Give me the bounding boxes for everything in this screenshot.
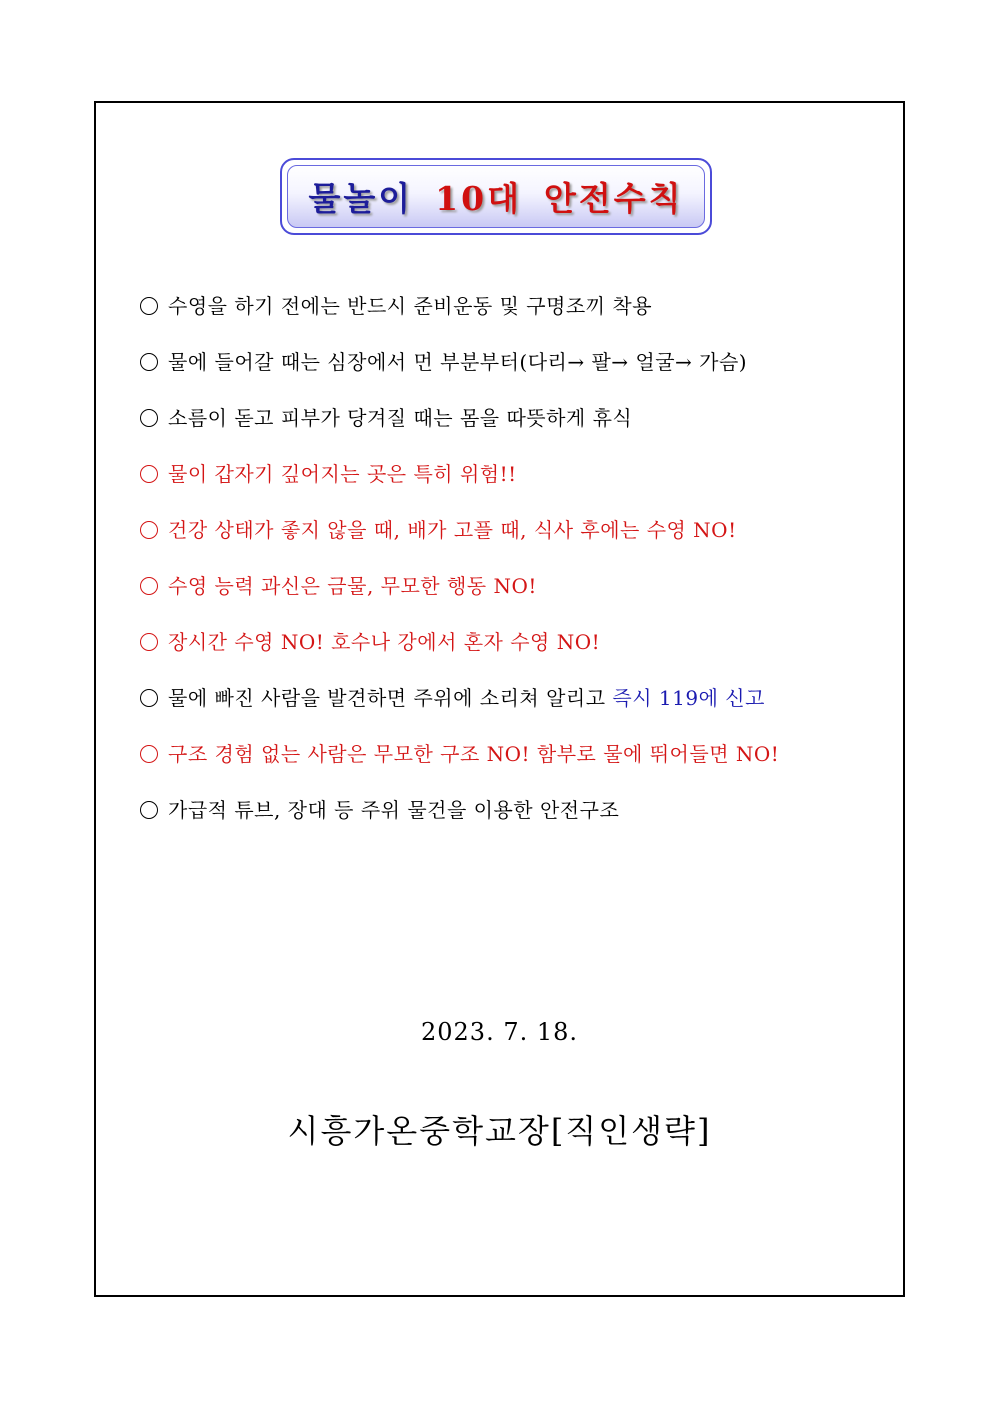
safety-rule-text: 가급적 튜브, 장대 등 주위 물건을 이용한 안전구조 — [168, 798, 620, 822]
circle-bullet-icon — [140, 465, 158, 483]
circle-bullet-icon — [140, 297, 158, 315]
safety-rule-8 — [138, 679, 878, 735]
title-box — [280, 158, 712, 235]
safety-rule-6 — [138, 567, 878, 623]
safety-rule-text: 수영을 하기 전에는 반드시 준비운동 및 구명조끼 착용 — [168, 294, 653, 318]
circle-bullet-icon — [140, 577, 158, 595]
safety-rule-9 — [138, 735, 878, 791]
safety-rule-3 — [138, 399, 878, 455]
safety-rule-text: 물에 들어갈 때는 심장에서 먼 부분부터(다리→ 팔→ 얼굴→ 가슴) — [168, 350, 748, 374]
page-title — [309, 173, 684, 220]
circle-bullet-icon — [140, 745, 158, 763]
circle-bullet-icon — [140, 353, 158, 371]
issue-date: 2023. 7. 18. — [420, 1018, 579, 1046]
safety-rule-text: 물이 갑자기 깊어지는 곳은 특히 위험!! — [168, 462, 517, 486]
safety-rule-1 — [138, 287, 878, 343]
circle-bullet-icon — [140, 521, 158, 539]
title-part-1: 물놀이 — [308, 179, 414, 218]
circle-bullet-icon — [140, 409, 158, 427]
safety-rule-5 — [138, 511, 878, 567]
circle-bullet-icon — [140, 689, 158, 707]
safety-rule-7 — [138, 623, 878, 679]
safety-rule-text: 건강 상태가 좋지 않을 때, 배가 고플 때, 식사 후에는 수영 NO! — [168, 518, 737, 542]
circle-bullet-icon — [140, 633, 158, 651]
safety-rule-text: 소름이 돋고 피부가 당겨질 때는 몸을 따뜻하게 휴식 — [168, 406, 633, 430]
title-part-2: 10대 — [435, 179, 522, 218]
safety-rule-text: 물에 빠진 사람을 발견하면 주위에 소리쳐 알리고 — [168, 686, 606, 710]
safety-rule-text: 구조 경험 없는 사람은 무모한 구조 NO! 함부로 물에 뛰어들면 NO! — [168, 742, 780, 766]
title-part-3: 안전수칙 — [543, 179, 684, 218]
safety-rule-text: 장시간 수영 NO! 호수나 강에서 혼자 수영 NO! — [168, 630, 601, 654]
issuer-signature: 시흥가온중학교장[직인생략] — [287, 1112, 712, 1150]
safety-rule-2 — [138, 343, 878, 399]
title-inner — [287, 165, 705, 228]
safety-rule-4 — [138, 455, 878, 511]
safety-rule-highlight: 즉시 119에 신고 — [612, 686, 765, 710]
safety-rule-text: 수영 능력 과신은 금물, 무모한 행동 NO! — [168, 574, 537, 598]
safety-rule-list — [138, 287, 878, 847]
circle-bullet-icon — [140, 801, 158, 819]
safety-rule-10 — [138, 791, 878, 847]
